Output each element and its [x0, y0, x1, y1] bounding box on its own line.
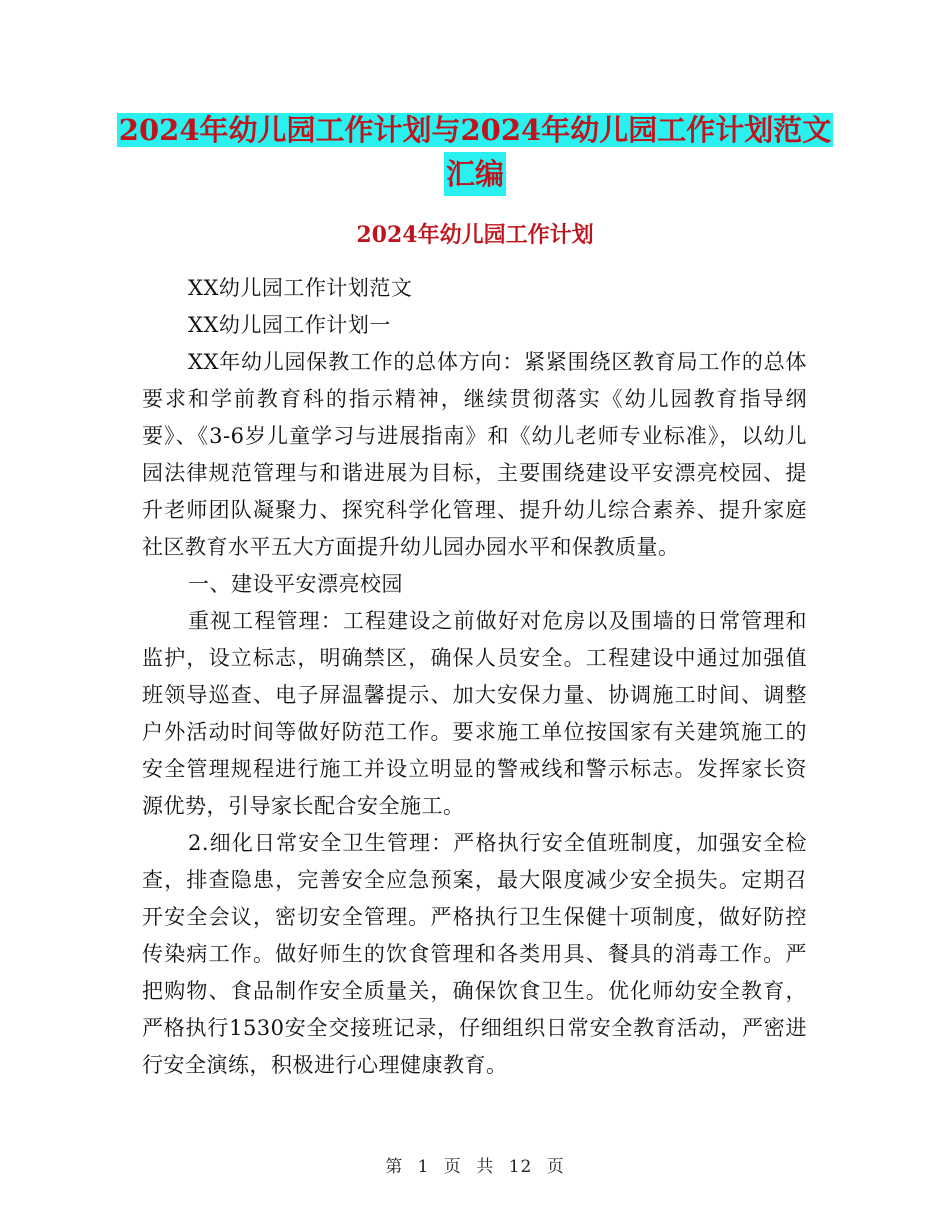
- footer-prefix: 第: [385, 1157, 404, 1177]
- footer-page-unit: 页: [443, 1157, 462, 1177]
- paragraph: XX年幼儿园保教工作的总体方向：紧紧围绕区教育局工作的总体要求和学前教育科的指示精神，继续贯彻落实《幼儿园教育指导纲要》、《3-6岁儿童学习与进展指南》和《幼儿老师专业标准》，以幼儿园法律规范管理与和谐进展为目标，主要围绕建设平安漂亮校园、提升老师团队凝聚力、探究科学化管理、提升幼儿综合素养、提升家庭社区教育水平五大方面提升幼儿园办园水平和保教质量。: [142, 350, 807, 559]
- paragraph: XX幼儿园工作计划范文: [188, 276, 413, 300]
- paragraph: 一、建设平安漂亮校园: [188, 572, 403, 596]
- paragraph: XX幼儿园工作计划一: [188, 313, 391, 337]
- footer-total-prefix: 共: [476, 1157, 495, 1177]
- total-page-count: 12: [508, 1157, 533, 1177]
- document-title-line-1: 2024年幼儿园工作计划与2024年幼儿园工作计划范文: [118, 113, 832, 147]
- document-body: [142, 270, 807, 1084]
- section-heading: 2024年幼儿园工作计划: [356, 222, 594, 248]
- paragraph: 重视工程管理：工程建设之前做好对危房以及围墙的日常管理和监护，设立标志，明确禁区，确保人员安全。工程建设中通过加强值班领导巡查、电子屏温馨提示、加大安保力量、协调施工时间、调整户外活动时间等做好防范工作。要求施工单位按国家有关建筑施工的安全管理规程进行施工并设立明显的警戒线和警示标志。发挥家长资源优势，引导家长配合安全施工。: [142, 609, 807, 818]
- document-title: [0, 108, 950, 196]
- footer-total-suffix: 页: [546, 1157, 565, 1177]
- paragraph: 2.细化日常安全卫生管理：严格执行安全值班制度，加强安全检查，排查隐患，完善安全应急预案，最大限度减少安全损失。定期召开安全会议，密切安全管理。严格执行卫生保健十项制度，做好防控传染病工作。做好师生的饮食管理和各类用具、餐具的消毒工作。严把购物、食品制作安全质量关，确保饮食卫生。优化师幼安全教育，严格执行1530安全交接班记录，仔细组织日常安全教育活动，严密进行安全演练，积极进行心理健康教育。: [142, 831, 807, 1077]
- page-footer: [0, 1152, 950, 1177]
- document-title-line-2: 汇编: [444, 152, 506, 196]
- current-page-number: 1: [417, 1157, 430, 1177]
